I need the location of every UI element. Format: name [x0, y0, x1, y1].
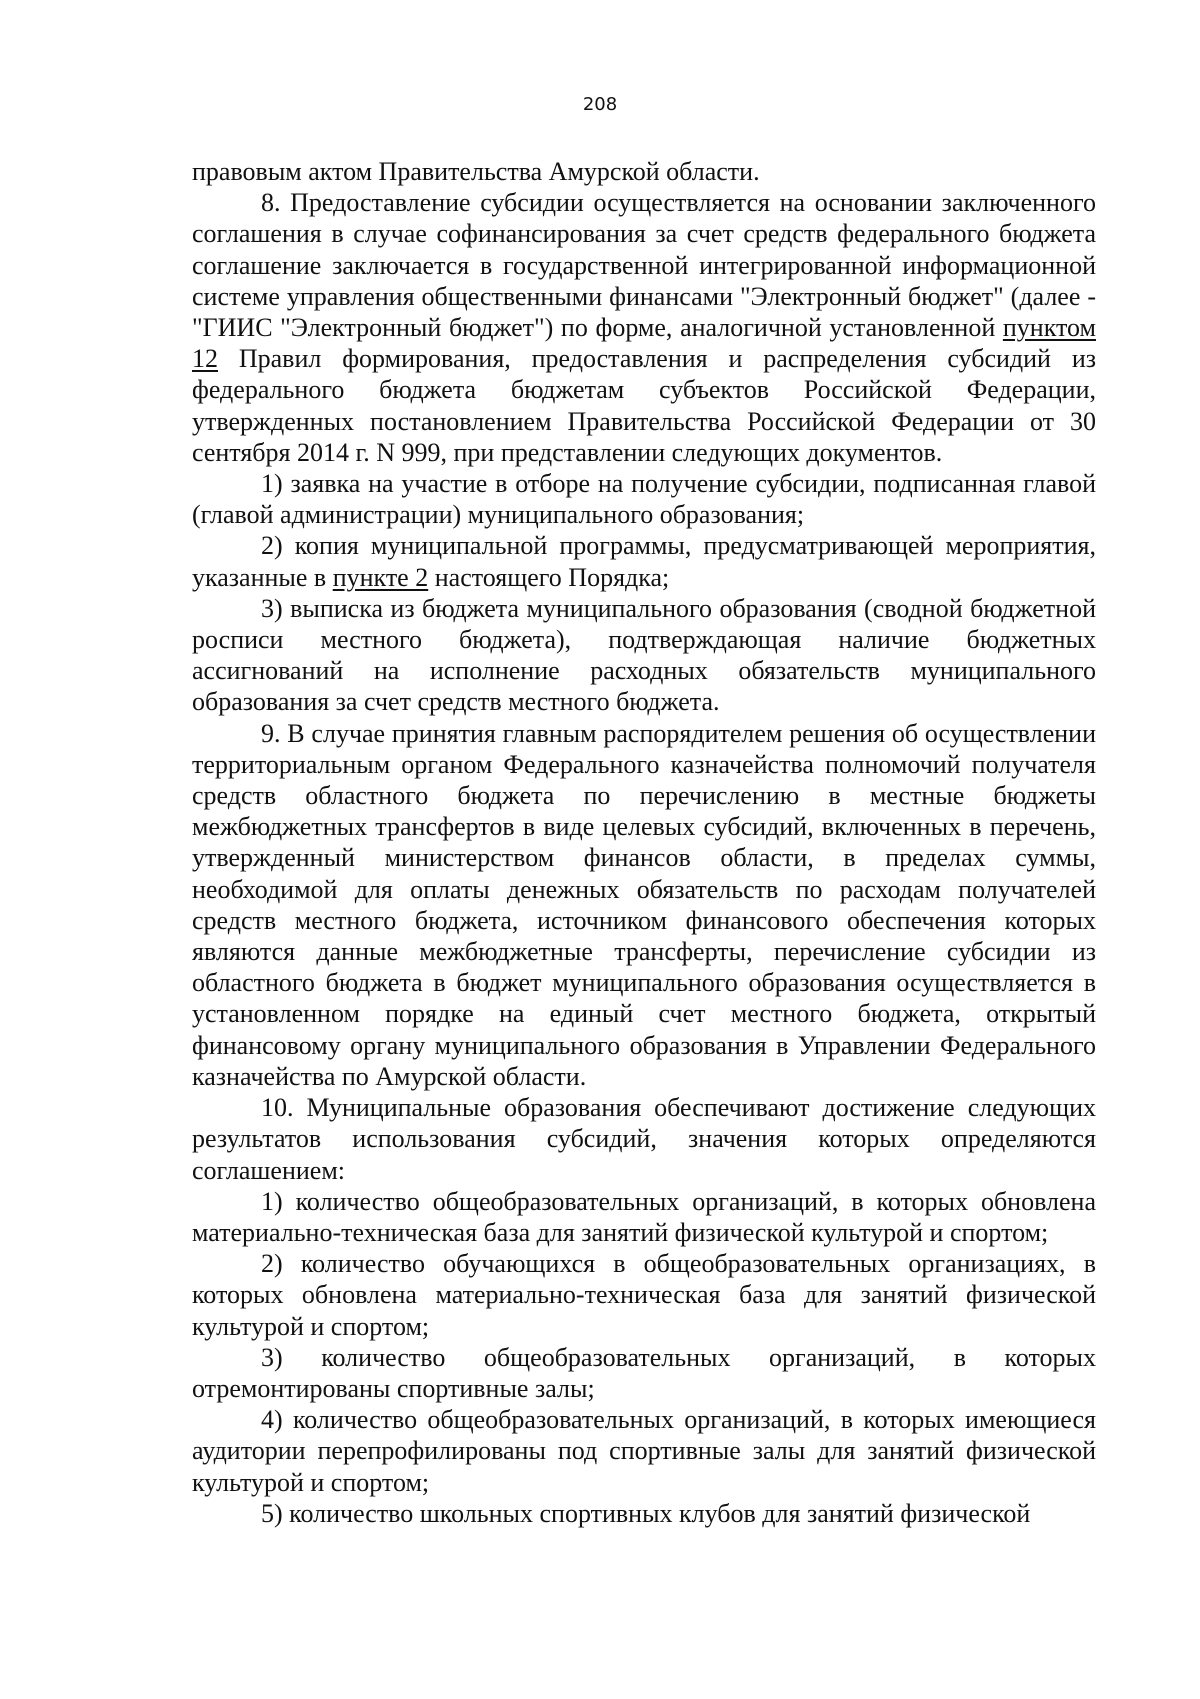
- document-body: [192, 156, 1096, 1529]
- paragraph-item-8: 8. Предоставление субсидии осуществляется на основании заключенного соглашения в случае софинансирования за счет средств федерального бюджета соглашение заключается в государственной интегрированной информационной системе управления общественными финансами "Электронный бюджет" (далее - "ГИИС "Электронный бюджет") по форме, аналогичной установленной пунктом 12 Правил формирования, предоставления и распределения субсидий из федерального бюджета бюджетам субъектов Российской Федерации, утвержденных постановлением Правительства Российской Федерации от 30 сентября 2014 г. N 999, при представлении следующих документов.: [192, 188, 1096, 467]
- paragraph-continuation: правовым актом Правительства Амурской области.: [192, 157, 760, 186]
- paragraph-item-9: 9. В случае принятия главным распорядителем решения об осуществлении территориальным органом Федерального казначейства полномочий получателя средств областного бюджета по перечислению в местные бюджеты межбюджетных трансфертов в виде целевых субсидий, включенных в перечень, утвержденный министерством финансов области, в пределах суммы, необходимой для оплаты денежных обязательств по расходам получателей средств местного бюджета, источником финансового обеспечения которых являются данные межбюджетные трансферты, перечисление субсидии из областного бюджета в бюджет муниципального образования осуществляется в установленном порядке на единый счет местного бюджета, открытый финансовому органу муниципального образования в Управлении Федерального казначейства по Амурской области.: [192, 718, 1096, 1091]
- link-punkt-12[interactable]: пунктом 12: [192, 313, 1096, 374]
- list-item-budget-extract: 3) выписка из бюджета муниципального образования (сводной бюджетной росписи местного бюджета), подтверждающая наличие бюджетных ассигнований на исполнение расходных обязательств муниципального образования за счет средств местного бюджета.: [192, 593, 1096, 717]
- list-item-program-copy: 2) копия муниципальной программы, предусматривающей мероприятия, указанные в пункте 2 настоящего Порядка;: [192, 531, 1096, 592]
- result-item-5: 5) количество школьных спортивных клубов для занятий физической: [261, 1498, 1031, 1528]
- result-item-3: 3) количество общеобразовательных организаций, в которых отремонтированы спортивные залы;: [192, 1342, 1096, 1403]
- list-item-application: 1) заявка на участие в отборе на получение субсидии, подписанная главой (главой администрации) муниципального образования;: [192, 469, 1096, 530]
- page-number: 208: [582, 94, 618, 115]
- result-item-1: 1) количество общеобразовательных организаций, в которых обновлена материально-техническая база для занятий физической культурой и спортом;: [192, 1186, 1096, 1247]
- link-punkt-2[interactable]: пункте 2: [332, 562, 429, 592]
- result-item-2: 2) количество обучающихся в общеобразовательных организациях, в которых обновлена материально-техническая база для занятий физической культурой и спортом;: [192, 1249, 1096, 1341]
- paragraph-item-10: 10. Муниципальные образования обеспечивают достижение следующих результатов использования субсидий, значения которых определяются соглашением:: [192, 1093, 1096, 1185]
- result-item-4: 4) количество общеобразовательных организаций, в которых имеющиеся аудитории перепрофилированы под спортивные залы для занятий физической культурой и спортом;: [192, 1405, 1096, 1497]
